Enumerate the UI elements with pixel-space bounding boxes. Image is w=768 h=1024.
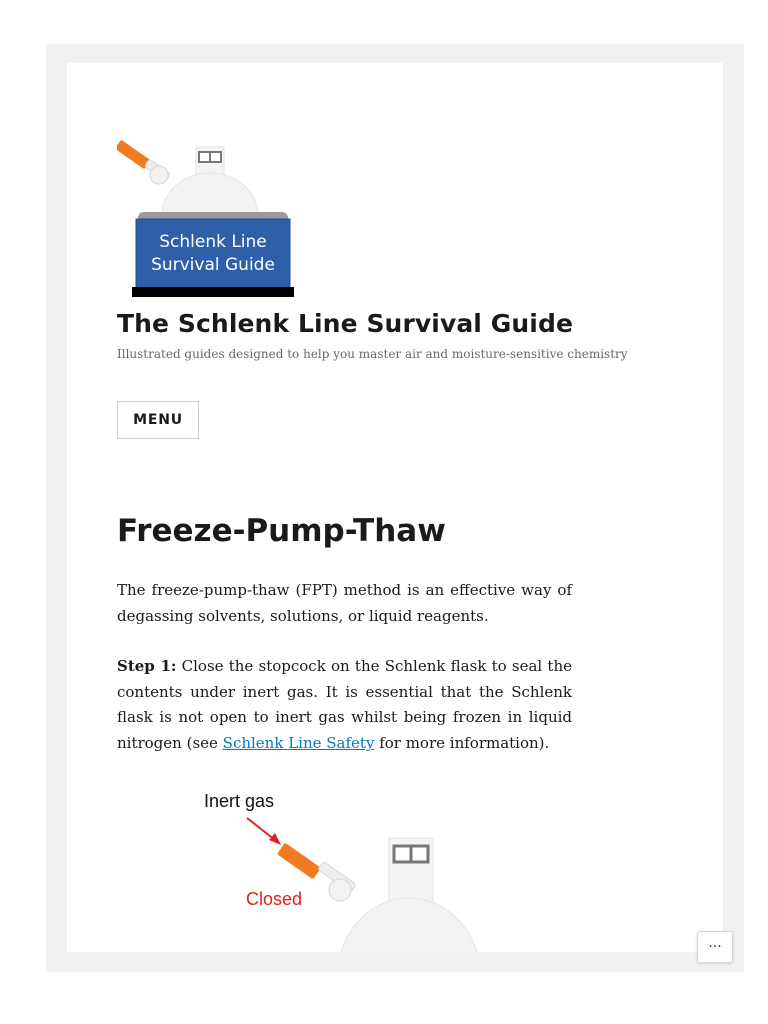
step-1-label: Step 1: — [117, 657, 177, 676]
article-body — [117, 578, 572, 782]
schlenk-flask-diagram-icon — [197, 788, 497, 952]
closed-label: Closed — [246, 889, 303, 909]
freeze-pump-thaw-figure — [197, 788, 497, 952]
site-tagline: Illustrated guides designed to help you master air and moisture-sensitive chemistry — [117, 347, 628, 361]
menu-button[interactable]: MENU — [117, 401, 199, 439]
site-logo[interactable] — [117, 135, 297, 301]
inert-gas-label: Inert gas — [204, 791, 275, 811]
step-1-text: Close the stopcock on the Schlenk flask to seal the contents under inert gas. It is essential that the Schlenk flask is not open to inert gas whilst being frozen in liquid nitrogen (see — [117, 657, 572, 752]
schlenk-line-safety-link[interactable]: Schlenk Line Safety — [222, 733, 375, 752]
intro-paragraph: The freeze-pump-thaw (FPT) method is an effective way of degassing solvents, solutions, or liquid reagents. — [117, 581, 572, 625]
step-1-paragraph — [117, 654, 572, 756]
more-actions-button[interactable]: ··· — [697, 931, 733, 963]
article-title: Freeze-Pump-Thaw — [117, 513, 446, 549]
logo-text: Schlenk Line Survival Guide — [151, 232, 275, 275]
step-1-text-end: for more information). — [374, 733, 550, 752]
content-card — [67, 63, 723, 952]
site-title[interactable]: The Schlenk Line Survival Guide — [117, 309, 574, 338]
